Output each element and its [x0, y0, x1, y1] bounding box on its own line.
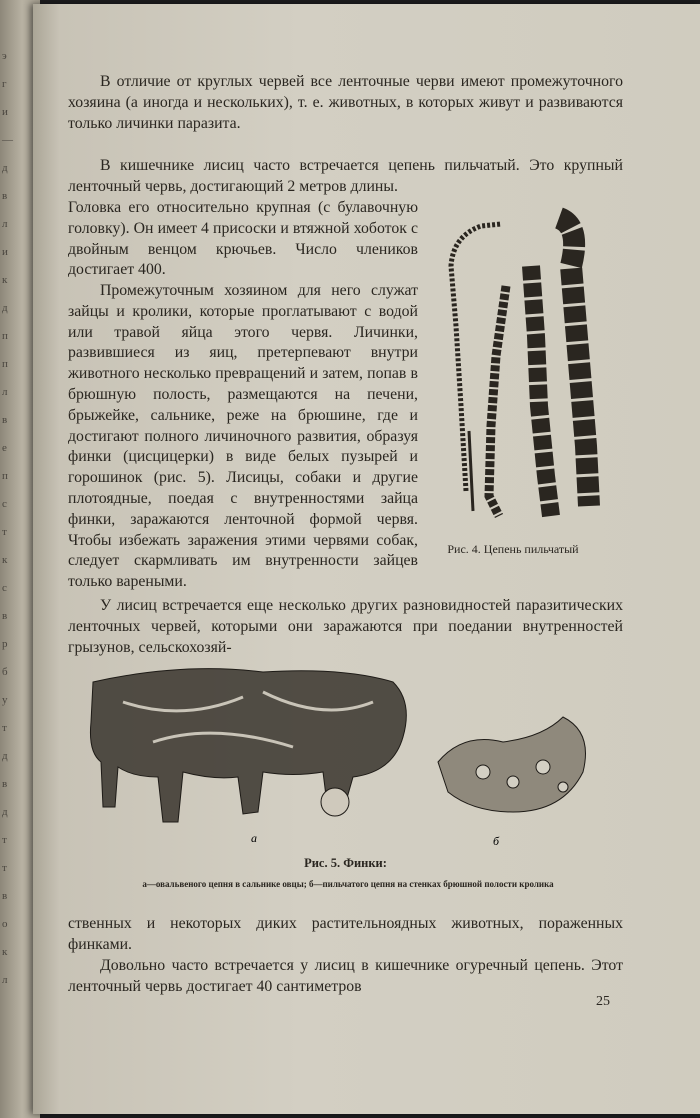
previous-page-fragment: в — [2, 890, 8, 902]
paragraph-6: Довольно часто встречается у лисиц в кишечнике огуречный цепень. Этот ленточный червь достигает 40 сантиметров — [68, 957, 623, 995]
previous-page-fragment: — — [2, 134, 13, 146]
previous-page-fragment: д — [2, 750, 8, 762]
previous-page-fragment: л — [2, 974, 8, 986]
previous-page-fragment: р — [2, 638, 8, 650]
figure-4-tapeworm-illustration — [411, 206, 611, 531]
figure-5-legend: а—овальвеного цепня в сальнике овцы; б—пильчатого цепня на стенках брюшной полости кролика — [142, 879, 554, 889]
page-number: 25 — [596, 994, 610, 1009]
previous-page-fragment: с — [2, 582, 7, 594]
previous-page-fragment: е — [2, 442, 7, 454]
previous-page-fragment: э — [2, 50, 7, 62]
paragraph-2-lead: В кишечнике лисиц часто встречается цепень пильчатый. Это крупный ленточный червь, достигающий 2 метров длины. — [68, 157, 623, 195]
paragraph-1: В отличие от круглых червей все ленточные черви имеют промежуточного хозяина (а иногда и нескольких), т. е. животных, в которых живут и развиваются только личинки паразита. — [68, 73, 623, 132]
previous-page-fragment: б — [2, 666, 8, 678]
previous-page-fragment: к — [2, 554, 8, 566]
previous-page-fragment: к — [2, 946, 8, 958]
previous-page-fragment: с — [2, 498, 7, 510]
previous-page-fragment: т — [2, 526, 7, 538]
previous-page-fragment: в — [2, 190, 8, 202]
previous-page-fragment: д — [2, 806, 8, 818]
paragraph-3: Промежуточным хозяином для него служат зайцы и кролики, которые проглатывают с водой или травой яйца этого червя. Личинки, развившиеся из яиц, претерпевают внутри животного несколько превращений и затем, попав в брюшную полость, размещаются на печени, брыжейке, сальнике, реже на брюшине, где и достигают полного личиночного развития, образуя финки (цисцицерки) в виде белых пузырей и горошинок (рис. 5). Лисицы, собаки и другие плотоядные, поедая с внутренностями зайца финки, заражаются ленточной формой червя. Чтобы избежать заражения этими червями собак, следует скармливать им внутренности зайцев только вареными. — [68, 282, 418, 591]
previous-page-fragment: в — [2, 610, 8, 622]
previous-page-fragment: л — [2, 218, 8, 230]
previous-page-fragment: т — [2, 862, 7, 874]
paragraph-4: У лисиц встречается еще несколько других разновидностей паразитических ленточных червей, которыми они заражаются при поедании внутренностей грызунов, сельскохозяй- — [68, 597, 623, 656]
paragraph-5: ственных и некоторых диких растительноядных животных, пораженных финками. — [68, 915, 623, 953]
previous-page-fragment: у — [2, 694, 8, 706]
figure-5-label-a: а — [251, 831, 257, 845]
previous-page-fragment: п — [2, 358, 8, 370]
previous-page-fragment: о — [2, 918, 8, 930]
previous-page-fragment: к — [2, 274, 8, 286]
previous-page-fragment: и — [2, 106, 8, 118]
book-page — [33, 4, 700, 1114]
paragraph-2-wrap: Головка его относительно крупная (с булавочную головку). Он имеет 4 присоски и втяжной хоботок с двойным венцом крючьев. Число члеников достигает 400. — [68, 199, 418, 279]
previous-page-fragment: т — [2, 834, 7, 846]
previous-page-fragment: в — [2, 414, 8, 426]
figure-5-label-b: б — [493, 834, 500, 848]
previous-page-fragment: т — [2, 722, 7, 734]
figure-5-cysts-illustration — [63, 662, 593, 857]
figure-4-caption: Рис. 4. Цепень пильчатый — [447, 542, 579, 556]
previous-page-fragment: п — [2, 330, 8, 342]
previous-page-fragment: л — [2, 386, 8, 398]
previous-page-fragment: д — [2, 162, 8, 174]
previous-page-fragment: г — [2, 78, 7, 90]
previous-page-fragment: и — [2, 246, 8, 258]
previous-page-fragment: д — [2, 302, 8, 314]
figure-5-caption: Рис. 5. Финки: — [304, 856, 387, 870]
previous-page-fragment: в — [2, 778, 8, 790]
previous-page-fragment: п — [2, 470, 8, 482]
